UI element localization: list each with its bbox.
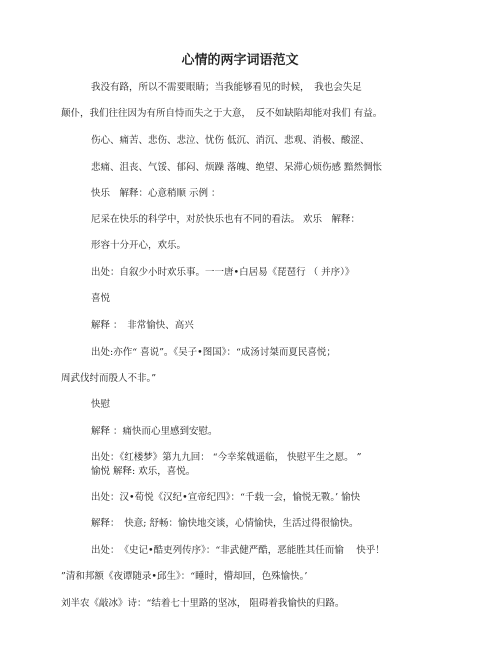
paragraph-line: 快慰 — [91, 399, 111, 410]
paragraph-line: 悲痛、沮丧、气馁、郁闷、烦躁 落魄、绝望、呆滞心烦伤感 黯然惆怅 — [91, 162, 383, 173]
paragraph-line: 出处：自叙少小时欢乐事。一一唐•白居易《琵琶行 （ 并序）》 — [91, 267, 355, 278]
paragraph-line: 颠仆，我们往往因为有所自恃而失之于大意， 反不如缺陷却能对我们 有益。 — [61, 108, 383, 119]
paragraph-line: 快乐 解释：心意稍顺 示例 ： — [91, 188, 221, 199]
paragraph-line: 出处：《红楼梦》第九九回： “今幸桨戟遥临， 快慰平生之愿。 ” — [91, 452, 362, 463]
paragraph-line: 解释 ：痛快而心里感到安慰。 — [91, 426, 218, 437]
paragraph-line: 我没有路，所以不需要眼睛；当我能够看见的时候， 我也会失足 — [91, 82, 362, 93]
paragraph-line: 解释： 快意; 舒畅：愉快地交谈，心情愉快，生活过得很愉快。 — [91, 518, 359, 529]
paragraph-line: 尼采在快乐的科学中，对於快乐也有不同的看法。 欢乐 解释： — [91, 214, 361, 225]
paragraph-line: 出处：汉•荀悦《汉纪•宣帝纪四》：“千载一会，愉悦无斁。’ 愉快 — [91, 492, 361, 503]
paragraph-line: 出处： 《史记•酷吏列传序》：“非武健严酷，恶能胜其任而愉 快乎！ — [91, 545, 385, 556]
paragraph-line: 周武伐纣而殷人不非。” — [61, 373, 157, 384]
paragraph-line: 刘半农《敲冰》诗：“结着七十里路的坚冰， 阻碍着我愉快的归路。 — [61, 598, 345, 609]
paragraph-line: 伤心、痛苦、悲伤、悲泣、忧伤 低沉、消沉、悲观、消极、酸涩、 — [91, 135, 370, 146]
paragraph-line: 形容十分开心，欢乐。 — [91, 240, 187, 251]
paragraph-line: ”清和邦额《夜谭随录•邱生》：“睡时，懵却回，色殊愉快。’ — [61, 571, 308, 582]
paragraph-line: 出处:亦作“ 喜说”。《吴子•图国》：“成汤讨桀而夏民喜悦； — [91, 347, 336, 358]
paragraph-line: 解释 ： 非常愉快、高兴 — [91, 320, 194, 331]
paragraph-line: 喜悦 — [91, 293, 111, 304]
document-title: 心情的两字词语范文 — [181, 53, 299, 68]
paragraph-line: 愉悦 解释: 欢乐，喜悦。 — [91, 466, 196, 477]
